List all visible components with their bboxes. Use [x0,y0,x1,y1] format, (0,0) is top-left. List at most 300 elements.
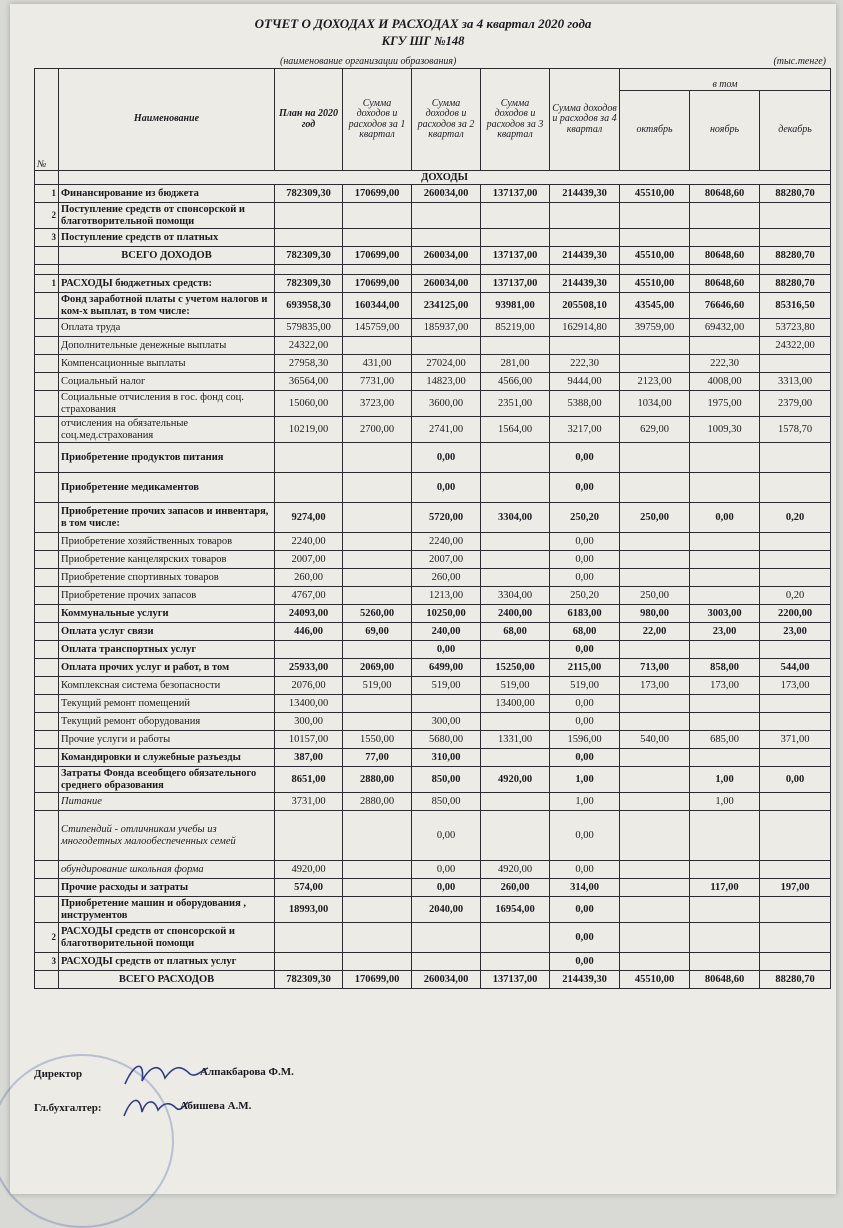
value-cell: 3304,00 [481,587,550,605]
value-cell: 160344,00 [343,293,412,319]
value-cell [760,749,831,767]
value-cell [412,337,481,355]
value-cell [275,473,343,503]
value-cell [620,265,690,275]
row-number [35,355,59,373]
value-cell [620,203,690,229]
value-cell: 0,00 [550,533,620,551]
value-cell [760,533,831,551]
row-number [35,677,59,695]
row-label: Прочие расходы и затраты [59,879,275,897]
director-label: Директор [34,1068,83,1080]
value-cell: 3723,00 [343,391,412,417]
value-cell [412,695,481,713]
value-cell [550,265,620,275]
value-cell: 25933,00 [275,659,343,677]
table-row [35,749,831,767]
value-cell: 5260,00 [343,605,412,623]
value-cell [620,695,690,713]
value-cell [690,749,760,767]
row-label: Приобретение прочих запасов [59,587,275,605]
value-cell: 4566,00 [481,373,550,391]
table-row [35,355,831,373]
value-cell: 0,00 [412,879,481,897]
row-number: 3 [35,953,59,971]
value-cell [620,337,690,355]
value-cell: 4767,00 [275,587,343,605]
value-cell [760,229,831,247]
value-cell [343,443,412,473]
value-cell: 387,00 [275,749,343,767]
value-cell [620,953,690,971]
row-number [35,533,59,551]
row-number [35,695,59,713]
value-cell: 2007,00 [275,551,343,569]
value-cell: 43545,00 [620,293,690,319]
value-cell: 222,30 [690,355,760,373]
row-number [35,749,59,767]
table-row [35,587,831,605]
value-cell [481,953,550,971]
value-cell: 300,00 [412,713,481,731]
row-number: 1 [35,275,59,293]
value-cell: 173,00 [620,677,690,695]
table-row [35,923,831,953]
table-row [35,971,831,989]
value-cell: 260,00 [412,569,481,587]
value-cell [275,203,343,229]
value-cell: 80648,60 [690,247,760,265]
value-cell [343,879,412,897]
value-cell [690,443,760,473]
value-cell: 24322,00 [275,337,343,355]
col-group-header: в том [620,69,831,91]
value-cell: 3217,00 [550,417,620,443]
value-cell [620,749,690,767]
value-cell: 14823,00 [412,373,481,391]
table-row [35,623,831,641]
value-cell: 13400,00 [481,695,550,713]
value-cell: 2040,00 [412,897,481,923]
section-income-label: ДОХОДЫ [59,171,831,185]
value-cell: 1213,00 [412,587,481,605]
value-cell: 250,00 [620,587,690,605]
col-num-header: № [35,69,59,171]
value-cell: 53723,80 [760,319,831,337]
table-row [35,337,831,355]
report-sheet [10,4,836,1194]
value-cell: 4920,00 [481,767,550,793]
row-number [35,731,59,749]
value-cell [412,265,481,275]
value-cell [760,861,831,879]
row-number [35,605,59,623]
table-row [35,677,831,695]
value-cell: 1009,30 [690,417,760,443]
value-cell: 10157,00 [275,731,343,749]
value-cell [343,203,412,229]
value-cell: 6183,00 [550,605,620,623]
value-cell [760,713,831,731]
value-cell [343,533,412,551]
value-cell [690,229,760,247]
value-cell [690,861,760,879]
value-cell: 27024,00 [412,355,481,373]
table-row [35,953,831,971]
value-cell: 629,00 [620,417,690,443]
value-cell: 45510,00 [620,247,690,265]
value-cell: 1,00 [550,793,620,811]
value-cell: 205508,10 [550,293,620,319]
table-row [35,641,831,659]
value-cell [690,551,760,569]
col-q4-header: Сумма доходов и расходов за 4 квартал [550,69,620,171]
value-cell: 137137,00 [481,185,550,203]
table-row [35,897,831,923]
row-label: Стипендий - отличникам учебы из многодетных малообеспеченных семей [59,811,275,861]
value-cell: 88280,70 [760,275,831,293]
value-cell [343,337,412,355]
value-cell: 145759,00 [343,319,412,337]
col-q2-header: Сумма доходов и расходов за 2 квартал [412,69,481,171]
value-cell: 69,00 [343,623,412,641]
value-cell [481,203,550,229]
value-cell: 69432,00 [690,319,760,337]
value-cell: 240,00 [412,623,481,641]
value-cell: 260034,00 [412,185,481,203]
value-cell [620,811,690,861]
value-cell: 76646,60 [690,293,760,319]
value-cell: 0,00 [412,811,481,861]
value-cell: 3003,00 [690,605,760,623]
row-number [35,337,59,355]
row-number: 1 [35,185,59,203]
row-label: Фонд заработной платы с учетом налогов и ком-х выплат, в том числе: [59,293,275,319]
value-cell [481,337,550,355]
value-cell [690,533,760,551]
value-cell [343,641,412,659]
value-cell [760,551,831,569]
value-cell [275,811,343,861]
value-cell [343,897,412,923]
value-cell: 0,00 [550,713,620,731]
value-cell: 0,00 [550,953,620,971]
table-row [35,713,831,731]
value-cell: 222,30 [550,355,620,373]
value-cell: 260034,00 [412,247,481,265]
value-cell: 0,00 [690,503,760,533]
value-cell: 519,00 [343,677,412,695]
value-cell: 170699,00 [343,971,412,989]
value-cell: 36564,00 [275,373,343,391]
row-label: Питание [59,793,275,811]
col-name-header: Наименование [59,69,275,171]
value-cell: 2700,00 [343,417,412,443]
table-row [35,731,831,749]
row-number [35,713,59,731]
value-cell: 1550,00 [343,731,412,749]
value-cell: 88280,70 [760,247,831,265]
value-cell: 0,00 [550,641,620,659]
value-cell [760,695,831,713]
value-cell [620,861,690,879]
value-cell: 5388,00 [550,391,620,417]
value-cell [481,923,550,953]
table-row [35,533,831,551]
value-cell [481,569,550,587]
value-cell: 137137,00 [481,971,550,989]
row-label: Приобретение хозяйственных товаров [59,533,275,551]
col-november-header: ноябрь [690,91,760,171]
row-label [59,265,275,275]
value-cell [481,749,550,767]
report-table [34,68,831,989]
value-cell [760,265,831,275]
value-cell: 27958,30 [275,355,343,373]
value-cell: 93981,00 [481,293,550,319]
row-number: 3 [35,229,59,247]
value-cell [275,923,343,953]
value-cell [620,533,690,551]
table-row [35,879,831,897]
value-cell: 0,00 [550,551,620,569]
value-cell [481,229,550,247]
row-number [35,551,59,569]
value-cell: 2379,00 [760,391,831,417]
value-cell [481,265,550,275]
value-cell: 300,00 [275,713,343,731]
row-number [35,861,59,879]
value-cell: 446,00 [275,623,343,641]
value-cell: 6499,00 [412,659,481,677]
value-cell: 10219,00 [275,417,343,443]
value-cell: 782309,30 [275,275,343,293]
row-label: Компенсационные выплаты [59,355,275,373]
row-number [35,319,59,337]
value-cell: 8651,00 [275,767,343,793]
value-cell: 1331,00 [481,731,550,749]
value-cell: 117,00 [690,879,760,897]
organization-name: КГУ ШГ №148 [381,34,465,48]
value-cell: 713,00 [620,659,690,677]
value-cell: 77,00 [343,749,412,767]
report-body [35,171,831,989]
value-cell [620,355,690,373]
row-number [35,811,59,861]
value-cell: 45510,00 [620,185,690,203]
value-cell [690,265,760,275]
director-name: Алпакбарова Ф.М. [200,1066,294,1078]
value-cell [343,953,412,971]
table-row [35,417,831,443]
value-cell: 2240,00 [412,533,481,551]
value-cell: 24322,00 [760,337,831,355]
value-cell: 22,00 [620,623,690,641]
value-cell [412,923,481,953]
value-cell: 5720,00 [412,503,481,533]
value-cell: 4920,00 [275,861,343,879]
value-cell: 1578,70 [760,417,831,443]
row-label: Оплата труда [59,319,275,337]
row-label: Приобретение спортивных товаров [59,569,275,587]
value-cell: 88280,70 [760,185,831,203]
value-cell [620,473,690,503]
value-cell [343,811,412,861]
value-cell [620,793,690,811]
col-october-header: октябрь [620,91,690,171]
value-cell [690,569,760,587]
value-cell [760,953,831,971]
value-cell: 1034,00 [620,391,690,417]
value-cell [481,551,550,569]
value-cell [275,229,343,247]
table-row [35,767,831,793]
row-number [35,641,59,659]
row-number [35,503,59,533]
value-cell: 0,00 [550,473,620,503]
row-number [35,897,59,923]
value-cell [550,229,620,247]
value-cell: 18993,00 [275,897,343,923]
accountant-name: Абишева А.М. [180,1100,252,1112]
value-cell: 0,00 [550,811,620,861]
value-cell: 2351,00 [481,391,550,417]
value-cell: 260034,00 [412,275,481,293]
value-cell: 2069,00 [343,659,412,677]
value-cell [760,793,831,811]
value-cell: 9444,00 [550,373,620,391]
value-cell: 234125,00 [412,293,481,319]
value-cell: 2007,00 [412,551,481,569]
value-cell [690,811,760,861]
value-cell: 0,20 [760,587,831,605]
value-cell [620,923,690,953]
value-cell [620,229,690,247]
value-cell [760,923,831,953]
value-cell: 260,00 [275,569,343,587]
value-cell: 15250,00 [481,659,550,677]
value-cell: 214439,30 [550,247,620,265]
value-cell [481,793,550,811]
value-cell: 80648,60 [690,275,760,293]
value-cell: 2200,00 [760,605,831,623]
value-cell: 0,00 [550,749,620,767]
value-cell [412,229,481,247]
value-cell: 1,00 [690,793,760,811]
value-cell: 858,00 [690,659,760,677]
value-cell: 39759,00 [620,319,690,337]
value-cell: 0,00 [550,443,620,473]
value-cell: 2076,00 [275,677,343,695]
row-label: Приобретение канцелярских товаров [59,551,275,569]
value-cell: 519,00 [481,677,550,695]
value-cell: 281,00 [481,355,550,373]
table-row [35,229,831,247]
value-cell: 685,00 [690,731,760,749]
value-cell: 574,00 [275,879,343,897]
value-cell: 10250,00 [412,605,481,623]
table-row [35,265,831,275]
value-cell [481,811,550,861]
row-label: Оплата транспортных услуг [59,641,275,659]
value-cell [343,587,412,605]
row-label: РАСХОДЫ бюджетных средств: [59,275,275,293]
value-cell [760,897,831,923]
value-cell: 250,20 [550,503,620,533]
value-cell: 3313,00 [760,373,831,391]
value-cell [343,503,412,533]
value-cell [690,897,760,923]
row-number [35,443,59,473]
value-cell: 9274,00 [275,503,343,533]
value-cell: 782309,30 [275,247,343,265]
value-cell: 0,20 [760,503,831,533]
row-label: Командировки и служебные разъезды [59,749,275,767]
table-row [35,185,831,203]
value-cell: 137137,00 [481,247,550,265]
value-cell: 23,00 [690,623,760,641]
value-cell [690,203,760,229]
table-row [35,569,831,587]
value-cell: 1596,00 [550,731,620,749]
organization-caption: (наименование организации образования) [280,56,457,67]
value-cell: 23,00 [760,623,831,641]
value-cell: 260,00 [481,879,550,897]
row-label: Дополнительные денежные выплаты [59,337,275,355]
value-cell: 3731,00 [275,793,343,811]
value-cell: 85316,50 [760,293,831,319]
table-row [35,811,831,861]
value-cell: 519,00 [412,677,481,695]
value-cell: 137137,00 [481,275,550,293]
value-cell: 693958,30 [275,293,343,319]
value-cell [343,569,412,587]
value-cell: 24093,00 [275,605,343,623]
row-label: Поступление средств от спонсорской и благотворительной помощи [59,203,275,229]
value-cell [690,587,760,605]
row-label: Социальный налог [59,373,275,391]
value-cell: 2880,00 [343,767,412,793]
row-label: Приобретение продуктов питания [59,443,275,473]
col-december-header: декабрь [760,91,831,171]
table-row [35,695,831,713]
value-cell: 2880,00 [343,793,412,811]
value-cell [343,713,412,731]
value-cell: 85219,00 [481,319,550,337]
value-cell [690,953,760,971]
value-cell: 162914,80 [550,319,620,337]
value-cell [343,551,412,569]
row-number [35,247,59,265]
table-row [35,293,831,319]
table-row [35,443,831,473]
table-row [35,861,831,879]
row-label: Затраты Фонда всеобщего обязательного среднего образования [59,767,275,793]
value-cell: 0,00 [550,897,620,923]
value-cell: 185937,00 [412,319,481,337]
value-cell [690,695,760,713]
value-cell: 13400,00 [275,695,343,713]
value-cell [620,897,690,923]
value-cell [481,473,550,503]
value-cell: 170699,00 [343,247,412,265]
accountant-label: Гл.бухгалтер: [34,1102,102,1114]
value-cell [760,811,831,861]
value-cell: 4008,00 [690,373,760,391]
value-cell: 850,00 [412,767,481,793]
value-cell [481,713,550,731]
table-row [35,247,831,265]
